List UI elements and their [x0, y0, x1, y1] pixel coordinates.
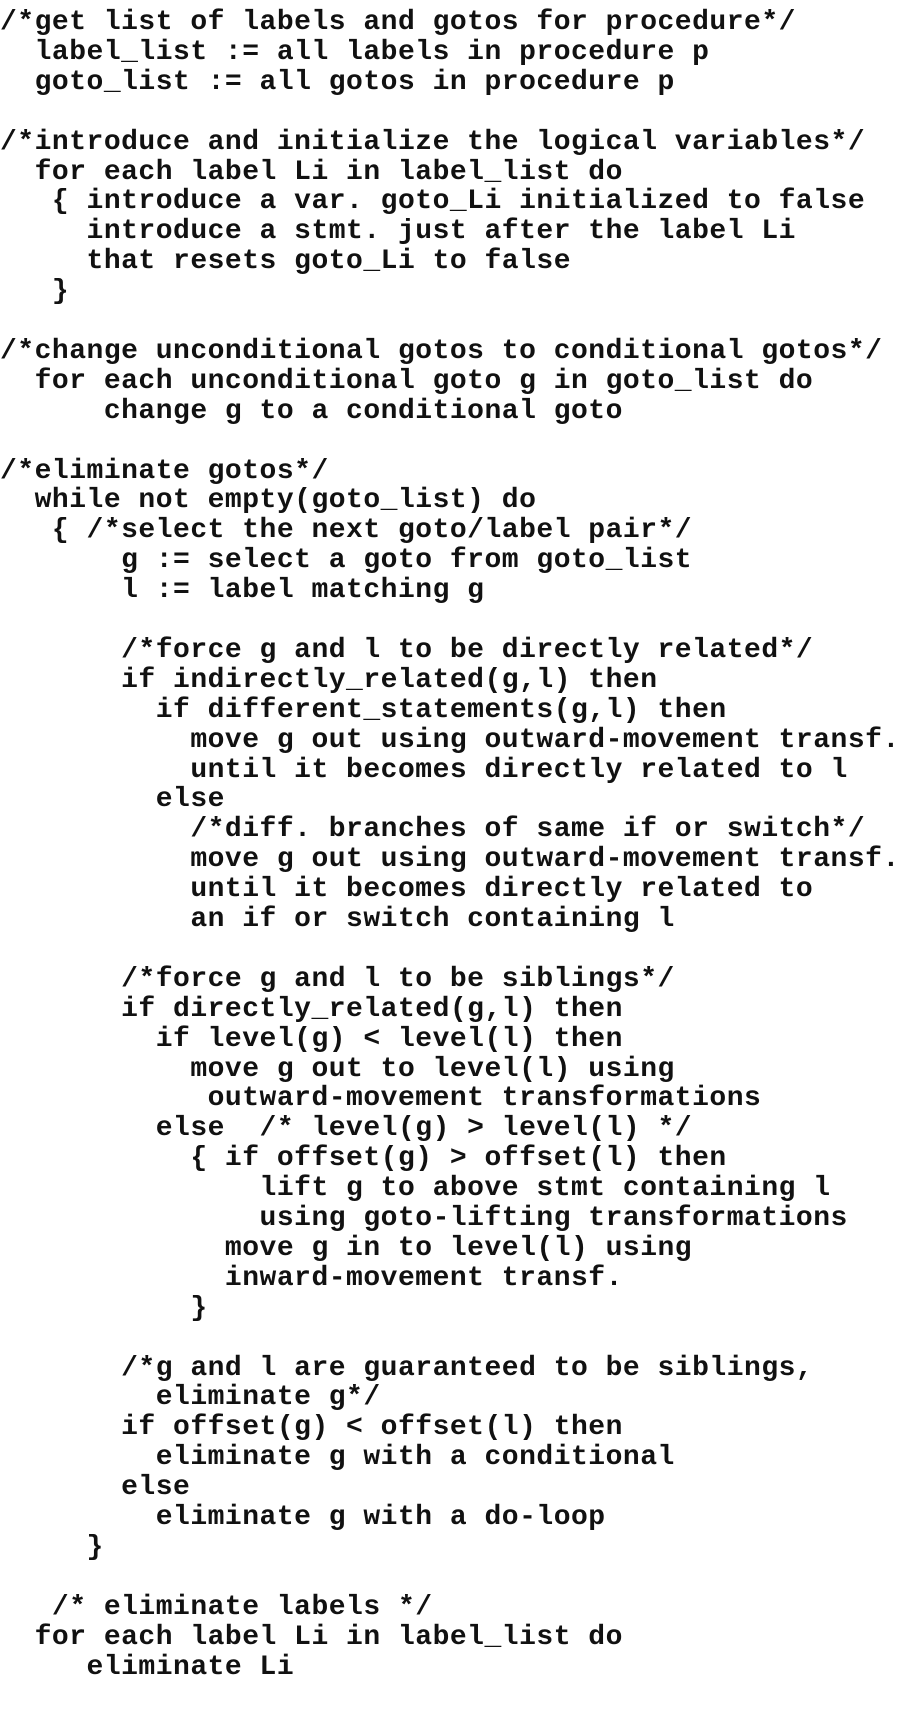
code-line: move g out using outward-movement transf.: [0, 724, 900, 756]
code-line: eliminate g with a conditional: [0, 1442, 675, 1474]
code-line: /*diff. branches of same if or switch*/: [0, 814, 866, 846]
code-line: /*change unconditional gotos to conditional gotos*/: [0, 335, 883, 367]
code-line: /*force g and l to be directly related*/: [0, 634, 814, 666]
code-line: introduce a stmt. just after the label Li: [0, 216, 796, 248]
code-line: /*get list of labels and gotos for procedure*/: [0, 7, 796, 38]
code-line: for each unconditional goto g in goto_list do: [0, 365, 814, 397]
code-line: }: [0, 276, 70, 308]
code-line: for each label Li in label_list do: [0, 1621, 623, 1653]
code-line: /* eliminate labels */: [0, 1591, 433, 1623]
code-line: eliminate g with a do-loop: [0, 1502, 606, 1533]
code-line: until it becomes directly related to: [0, 874, 814, 906]
code-line: g := select a goto from goto_list: [0, 545, 693, 577]
code-line: label_list := all labels in procedure p: [0, 36, 710, 68]
code-line: using goto-lifting transformations: [0, 1203, 848, 1234]
code-line: { introduce a var. goto_Li initialized to false: [0, 186, 866, 218]
code-line: else /* level(g) > level(l) */: [0, 1113, 693, 1145]
code-line: goto_list := all gotos in procedure p: [0, 66, 675, 98]
code-line: move g out to level(l) using: [0, 1053, 675, 1085]
code-line: if offset(g) < offset(l) then: [0, 1412, 623, 1444]
code-line: inward-movement transf.: [0, 1262, 623, 1294]
code-line: /*g and l are guaranteed to be siblings,: [0, 1352, 814, 1384]
code-line: that resets goto_Li to false: [0, 246, 571, 278]
code-line: for each label Li in label_list do: [0, 156, 623, 188]
code-line: change g to a conditional goto: [0, 395, 623, 427]
code-line: }: [0, 1531, 104, 1563]
code-line: if different_statements(g,l) then: [0, 694, 727, 726]
code-line: move g out using outward-movement transf.: [0, 844, 900, 876]
code-line: if indirectly_related(g,l) then: [0, 664, 658, 696]
code-line: l := label matching g: [0, 575, 485, 607]
code-line: /*eliminate gotos*/: [0, 455, 329, 487]
code-line: /*force g and l to be siblings*/: [0, 963, 675, 995]
code-line: until it becomes directly related to l: [0, 754, 848, 786]
code-line: { if offset(g) > offset(l) then: [0, 1143, 727, 1175]
code-line: else: [0, 784, 225, 816]
code-line: outward-movement transformations: [0, 1083, 762, 1115]
code-line: else: [0, 1472, 191, 1504]
code-line: /*introduce and initialize the logical variables*/: [0, 126, 866, 158]
code-line: eliminate g*/: [0, 1382, 381, 1414]
code-line: move g in to level(l) using: [0, 1232, 693, 1264]
code-line: eliminate Li: [0, 1651, 295, 1683]
code-line: an if or switch containing l: [0, 904, 675, 935]
code-line: lift g to above stmt containing l: [0, 1173, 831, 1205]
code-line: while not empty(goto_list) do: [0, 485, 537, 517]
code-line: { /*select the next goto/label pair*/: [0, 515, 693, 547]
code-line: }: [0, 1292, 208, 1324]
code-line: if level(g) < level(l) then: [0, 1023, 623, 1055]
code-line: if directly_related(g,l) then: [0, 993, 623, 1025]
